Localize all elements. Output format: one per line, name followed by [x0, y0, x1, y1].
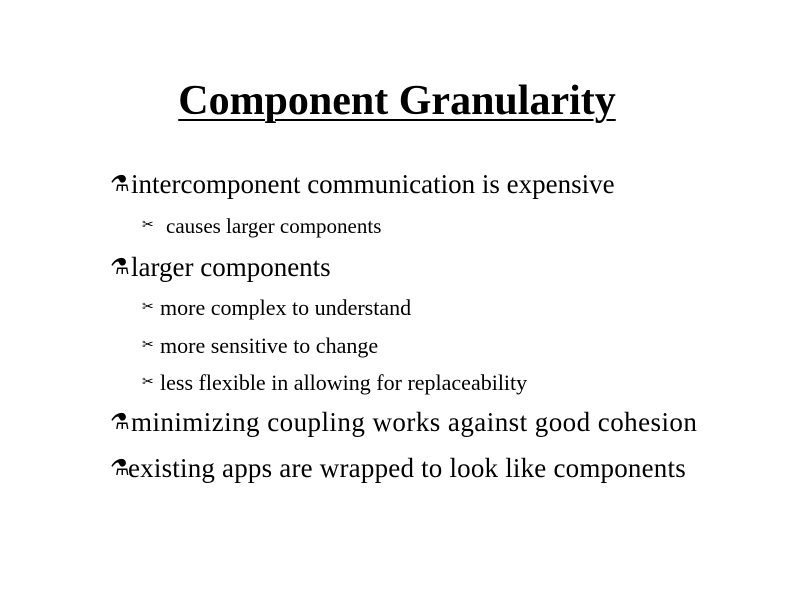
bullet-icon: ⚗	[110, 409, 130, 434]
sub-bullet-icon: ✂	[142, 300, 154, 315]
sub-bullet-text: causes larger components	[166, 214, 382, 238]
bullet-text: larger components	[131, 252, 331, 282]
bullet-text: existing apps are wrapped to look like components	[128, 453, 686, 483]
slide-title: Component Granularity	[178, 78, 616, 124]
sub-bullet-text: more complex to understand	[160, 295, 412, 320]
sub-bullet-item	[0, 371, 794, 395]
bullet-icon: ⚗	[110, 254, 130, 279]
sub-bullet-item	[0, 334, 794, 358]
bullet-item	[0, 253, 794, 281]
bullet-text: minimizing coupling works against good cohesion	[131, 407, 698, 437]
bullet-icon: ⚗	[110, 171, 130, 196]
bullet-item	[0, 408, 794, 436]
sub-bullet-item	[0, 296, 794, 320]
bullet-text: intercomponent communication is expensive	[131, 169, 615, 199]
bullet-item	[0, 170, 794, 198]
sub-bullet-icon: ✂	[142, 218, 154, 233]
sub-bullet-icon: ✂	[142, 375, 154, 390]
bullet-icon: ⚗	[110, 455, 130, 480]
sub-bullet-icon: ✂	[142, 338, 154, 353]
bullet-item	[0, 454, 794, 482]
sub-bullet-item	[0, 214, 794, 238]
sub-bullet-text: less flexible in allowing for replaceability	[160, 370, 528, 395]
sub-bullet-text: more sensitive to change	[160, 333, 379, 358]
